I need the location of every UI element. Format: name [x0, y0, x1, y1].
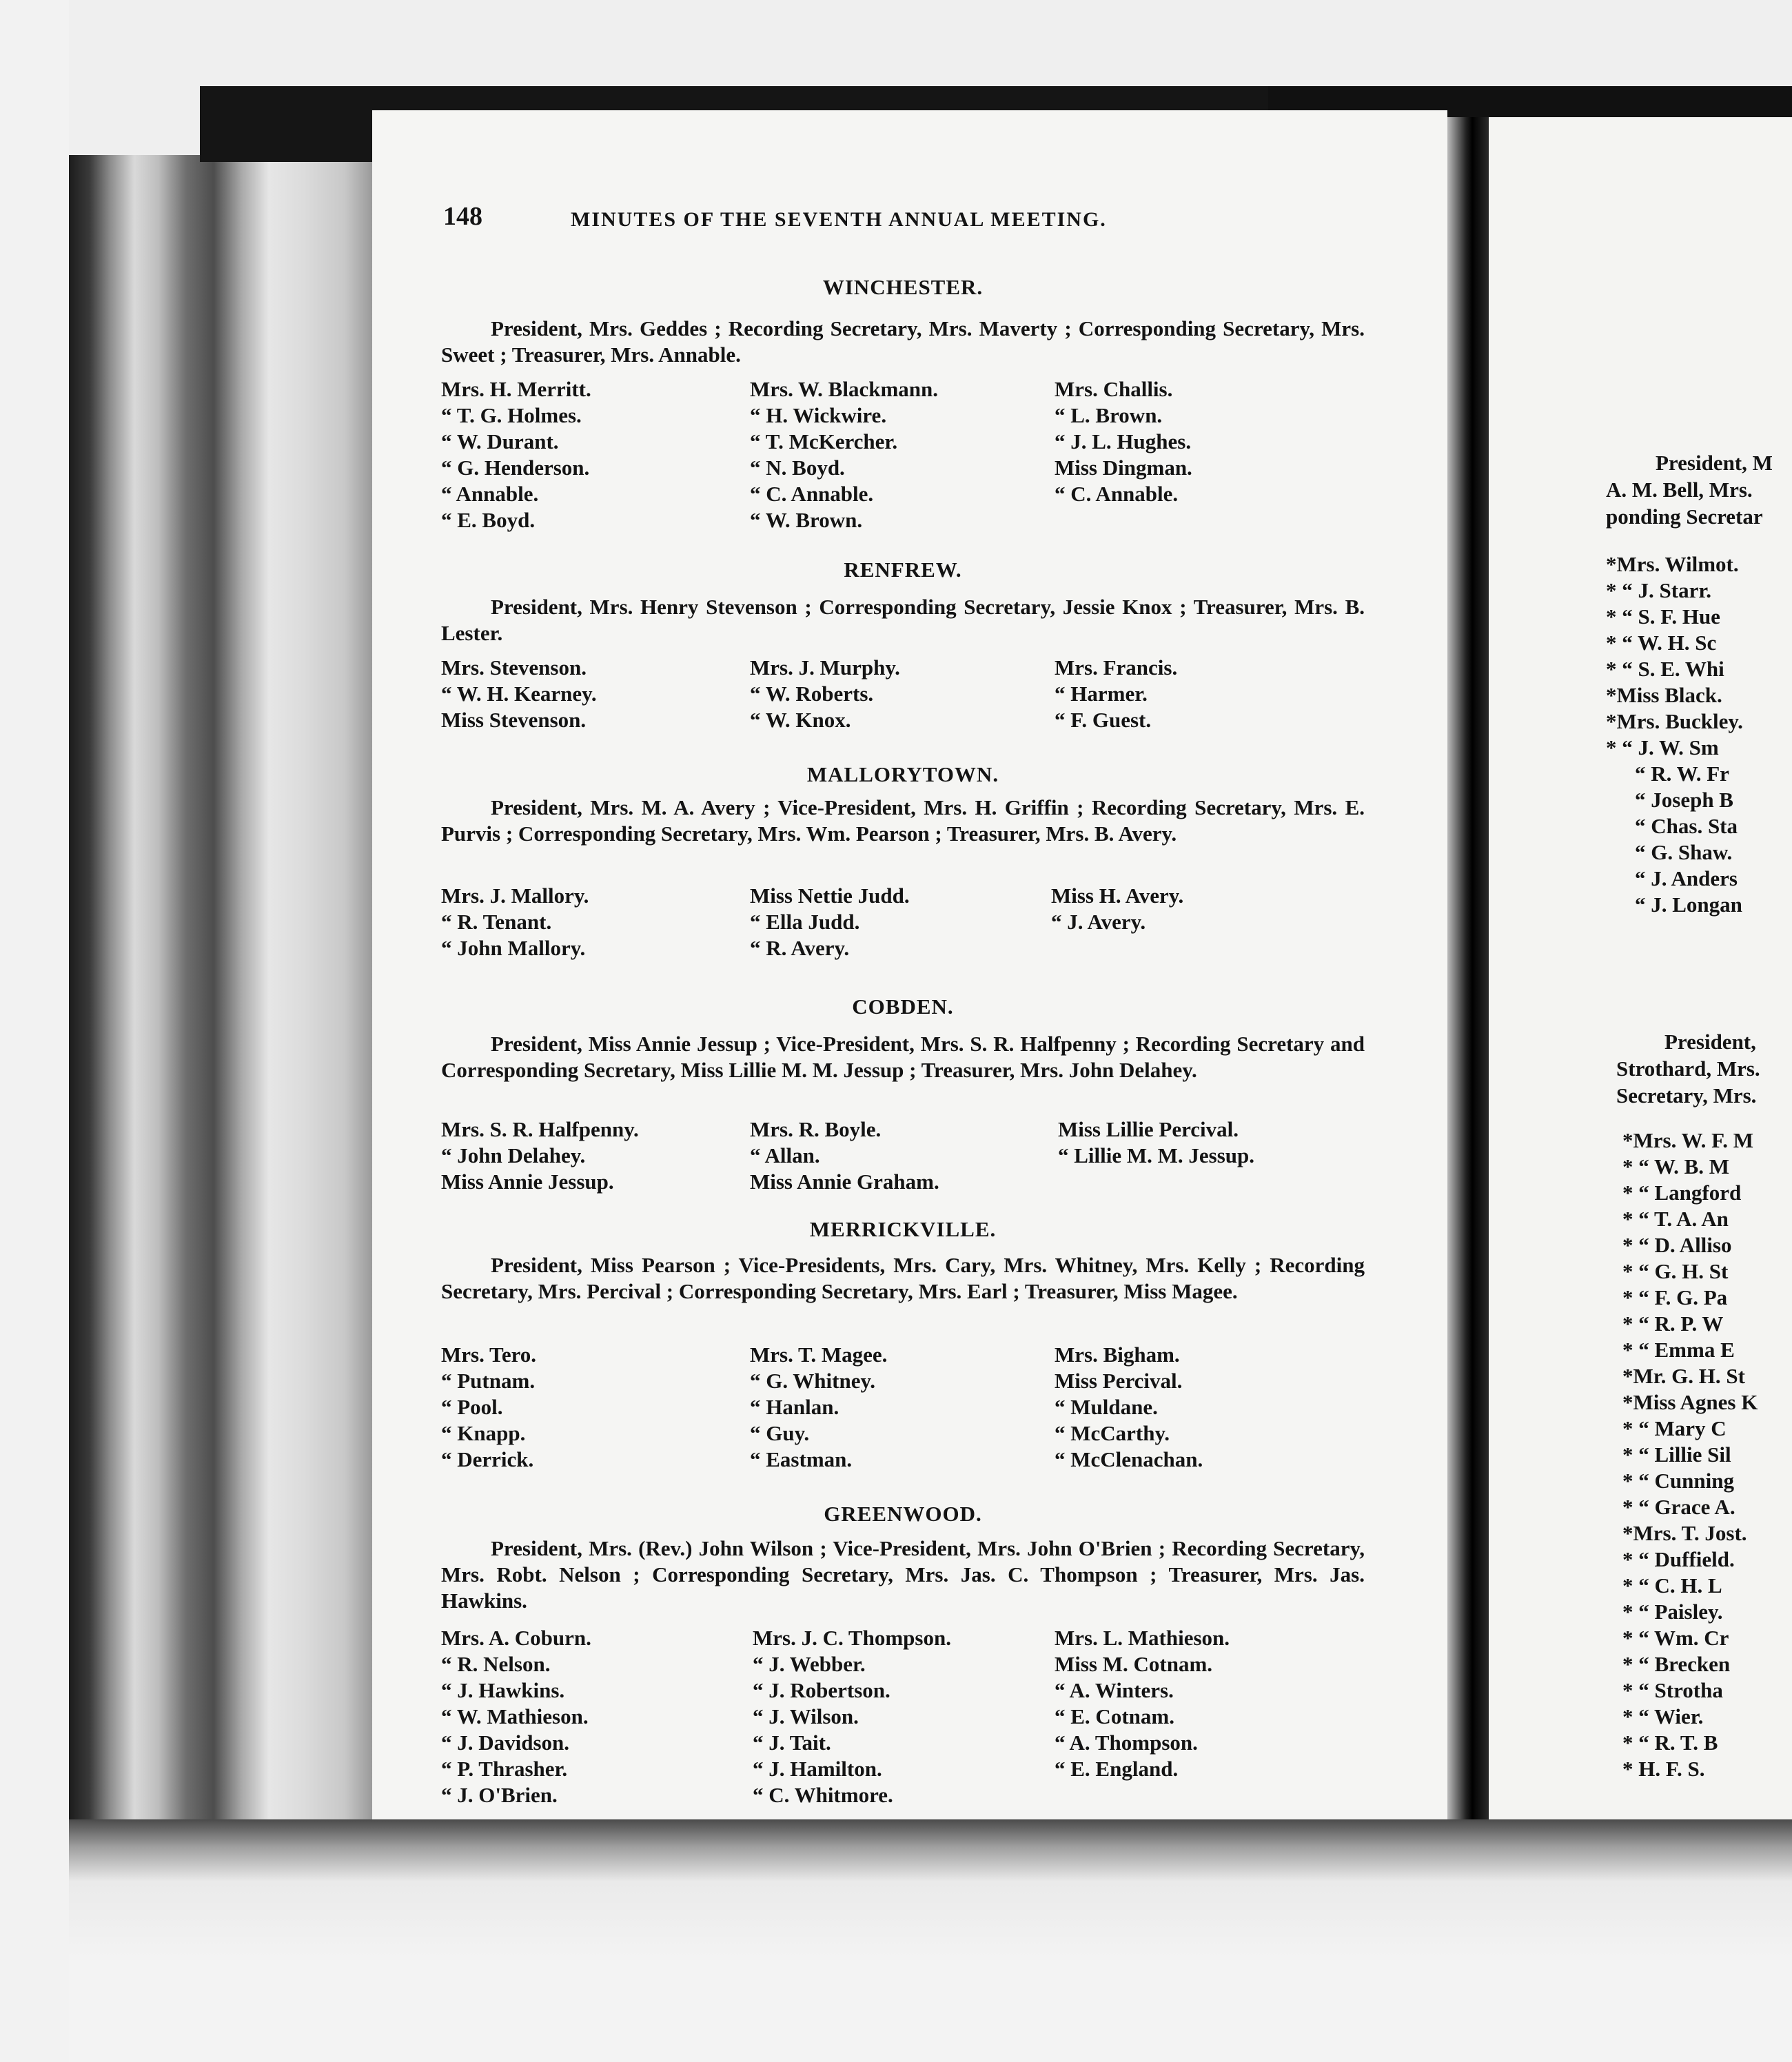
member-entry: Mrs. L. Mathieson.: [1055, 1626, 1230, 1650]
right-member-entry: *Mrs. W. F. M: [1622, 1128, 1754, 1152]
member-column-3: [1055, 1625, 1365, 1782]
member-entry: “ A. Thompson.: [1055, 1731, 1198, 1755]
officers-paragraph: President, Mrs. Geddes ; Recording Secretary, Mrs. Maverty ; Corresponding Secretary, Mrs. Sweet ; Treasurer, Mrs. Annable.: [441, 316, 1365, 367]
member-entry: Mrs. Tero.: [441, 1343, 537, 1367]
right-member-entry: “ J. Longan: [1635, 892, 1742, 917]
member-entry: Mrs. W. Blackmann.: [750, 377, 939, 401]
member-column-2: [750, 655, 1060, 733]
member-column-3: [1055, 1342, 1365, 1473]
right-member-entry: * “ T. A. An: [1622, 1207, 1729, 1231]
member-entry: “ Allan.: [750, 1143, 820, 1167]
member-entry: “ H. Wickwire.: [750, 403, 887, 427]
member-column-2: [750, 376, 1060, 533]
right-member-entry: “ Joseph B: [1635, 788, 1733, 812]
member-entry: “ C. Annable.: [750, 482, 874, 506]
member-entry: Mrs. Stevenson.: [441, 655, 587, 680]
member-entry: Mrs. S. R. Halfpenny.: [441, 1117, 639, 1141]
right-officers-line: Secretary, Mrs.: [1616, 1083, 1757, 1107]
officers-paragraph: President, Miss Pearson ; Vice-Presidents, Mrs. Cary, Mrs. Whitney, Mrs. Kelly ; Recording Secretary, Mrs. Percival ; Corresponding Secretary, Mrs. Earl ; Treasurer, Miss Magee.: [441, 1253, 1365, 1303]
member-entry: Miss M. Cotnam.: [1055, 1652, 1213, 1676]
member-entry: “ E. England.: [1055, 1757, 1179, 1781]
member-entry: “ Annable.: [441, 482, 539, 506]
member-column-1: [441, 1342, 751, 1473]
right-member-entry: *Mrs. Buckley.: [1606, 709, 1743, 733]
right-member-entry: “ Chas. Sta: [1635, 814, 1738, 838]
right-member-entry: * “ R. P. W: [1622, 1311, 1724, 1336]
right-member-entry: * “ Cunning: [1622, 1469, 1734, 1493]
member-entry: Mrs. A. Coburn.: [441, 1626, 591, 1650]
member-entry: “ John Mallory.: [441, 936, 586, 960]
member-entry: “ J. Webber.: [753, 1652, 866, 1676]
member-entry: “ L. Brown.: [1055, 403, 1163, 427]
member-column-1: [441, 1625, 751, 1808]
member-entry: Miss Dingman.: [1055, 456, 1192, 480]
member-entry: Miss Lillie Percival.: [1058, 1117, 1239, 1141]
member-entry: “ W. Durant.: [441, 429, 559, 453]
member-entry: “ G. Henderson.: [441, 456, 590, 480]
right-member-entry: * “ Mary C: [1622, 1416, 1727, 1440]
member-entry: “ John Delahey.: [441, 1143, 586, 1167]
member-entry: “ R. Tenant.: [441, 910, 552, 934]
member-column-3: [1055, 376, 1365, 507]
member-entry: “ R. Avery.: [750, 936, 850, 960]
right-member-entry: *Miss Agnes K: [1622, 1390, 1758, 1414]
organization-name: COBDEN.: [852, 994, 954, 1019]
right-member-entry: * “ Brecken: [1622, 1652, 1731, 1676]
member-entry: “ W. Brown.: [750, 508, 863, 532]
right-member-entry: * “ W. H. Sc: [1606, 631, 1717, 655]
member-entry: “ E. Boyd.: [441, 508, 536, 532]
right-member-entry: *Mrs. T. Jost.: [1622, 1521, 1747, 1545]
member-entry: “ J. Davidson.: [441, 1731, 570, 1755]
right-member-entry: “ R. W. Fr: [1635, 762, 1729, 786]
right-member-entry: * “ Wier.: [1622, 1704, 1704, 1728]
member-entry: “ C. Annable.: [1055, 482, 1179, 506]
member-entry: “ Derrick.: [441, 1447, 534, 1471]
right-member-entry: * “ C. H. L: [1622, 1573, 1722, 1597]
member-entry: Mrs. Bigham.: [1055, 1343, 1180, 1367]
member-entry: “ J. Avery.: [1051, 910, 1146, 934]
right-member-entry: * “ Paisley.: [1622, 1600, 1723, 1624]
page-bottom-shadow: [69, 1819, 1792, 2062]
member-entry: “ Muldane.: [1055, 1395, 1158, 1419]
right-member-entry: * “ Emma E: [1622, 1338, 1735, 1362]
running-head: MINUTES OF THE SEVENTH ANNUAL MEETING.: [571, 208, 1107, 231]
member-column-3: [1058, 1116, 1368, 1169]
member-entry: “ J. Robertson.: [753, 1678, 890, 1702]
member-entry: “ J. Wilson.: [753, 1704, 859, 1728]
officers-paragraph: President, Mrs. Henry Stevenson ; Corresponding Secretary, Jessie Knox ; Treasurer, Mrs. B. Lester.: [441, 595, 1365, 645]
member-entry: Mrs. R. Boyle.: [750, 1117, 882, 1141]
member-column-1: [441, 1116, 751, 1195]
right-member-entry: * “ S. E. Whi: [1606, 657, 1724, 681]
officers-paragraph: President, Mrs. (Rev.) John Wilson ; Vice-President, Mrs. John O'Brien ; Recording Secretary, Mrs. Robt. Nelson ; Corresponding Secretary, Mrs. Jas. C. Thompson ; Treasurer, Mrs. Jas. Hawkins.: [441, 1536, 1365, 1613]
right-member-entry: * “ D. Alliso: [1622, 1233, 1732, 1257]
book-gutter: [1447, 117, 1489, 1826]
right-member-entry: * “ J. Starr.: [1606, 578, 1711, 602]
right-officers-line: President, M: [1656, 451, 1773, 475]
right-member-entry: * “ G. H. St: [1622, 1259, 1729, 1283]
right-member-entry: * “ Strotha: [1622, 1678, 1723, 1702]
member-entry: Miss Annie Jessup.: [441, 1170, 614, 1194]
member-entry: Miss H. Avery.: [1051, 884, 1184, 908]
right-officers-line: ponding Secretar: [1606, 504, 1763, 529]
member-column-2: [750, 1116, 1060, 1195]
member-entry: “ R. Nelson.: [441, 1652, 551, 1676]
member-entry: “ P. Thrasher.: [441, 1757, 568, 1781]
member-entry: “ Hanlan.: [750, 1395, 839, 1419]
member-entry: “ Knapp.: [441, 1421, 526, 1445]
member-entry: Mrs. J. C. Thompson.: [753, 1626, 951, 1650]
officers-paragraph: President, Miss Annie Jessup ; Vice-President, Mrs. S. R. Halfpenny ; Recording Secretary and Corresponding Secretary, Miss Lillie M. M. Jessup ; Treasurer, Mrs. John Delahey.: [441, 1032, 1365, 1082]
right-officers-line: A. M. Bell, Mrs.: [1606, 478, 1753, 502]
right-officers-line: President,: [1664, 1030, 1756, 1054]
page-number: 148: [443, 202, 482, 231]
member-entry: Mrs. T. Magee.: [750, 1343, 888, 1367]
member-entry: “ T. G. Holmes.: [441, 403, 582, 427]
member-entry: “ W. H. Kearney.: [441, 682, 597, 706]
member-column-2: [750, 1342, 1060, 1473]
member-entry: “ J. Hamilton.: [753, 1757, 882, 1781]
member-entry: “ T. McKercher.: [750, 429, 898, 453]
member-entry: “ McClenachan.: [1055, 1447, 1203, 1471]
member-entry: “ McCarthy.: [1055, 1421, 1170, 1445]
member-column-2: [750, 883, 1060, 961]
member-entry: “ C. Whitmore.: [753, 1783, 893, 1807]
member-entry: “ J. O'Brien.: [441, 1783, 558, 1807]
right-member-entry: * “ Grace A.: [1622, 1495, 1735, 1519]
member-entry: Mrs. Francis.: [1055, 655, 1178, 680]
member-entry: Mrs. J. Mallory.: [441, 884, 589, 908]
member-entry: “ Putnam.: [441, 1369, 536, 1393]
member-entry: Mrs. Challis.: [1055, 377, 1173, 401]
right-member-entry: * “ Lillie Sil: [1622, 1442, 1731, 1467]
member-entry: “ E. Cotnam.: [1055, 1704, 1174, 1728]
right-officers-line: Strothard, Mrs.: [1616, 1056, 1760, 1081]
right-member-entry: *Mrs. Wilmot.: [1606, 552, 1739, 576]
member-entry: “ Harmer.: [1055, 682, 1148, 706]
member-column-2: [753, 1625, 1063, 1808]
member-entry: “ J. Tait.: [753, 1731, 831, 1755]
right-member-list-2: [1622, 1127, 1792, 1782]
member-entry: Miss Percival.: [1055, 1369, 1183, 1393]
organization-name: MERRICKVILLE.: [809, 1217, 997, 1241]
member-entry: “ J. L. Hughes.: [1055, 429, 1192, 453]
right-member-entry: *Mr. G. H. St: [1622, 1364, 1745, 1388]
right-member-entry: * “ F. G. Pa: [1622, 1285, 1728, 1309]
member-entry: Miss Annie Graham.: [750, 1170, 939, 1194]
right-member-entry: * “ J. W. Sm: [1606, 735, 1719, 759]
member-column-3: [1055, 655, 1365, 733]
right-member-entry: * “ W. B. M: [1622, 1154, 1730, 1178]
right-member-entry: * “ S. F. Hue: [1606, 604, 1720, 629]
organization-name: RENFREW.: [844, 558, 962, 582]
right-member-entry: * “ R. T. B: [1622, 1731, 1718, 1755]
member-column-1: [441, 883, 751, 961]
officers-paragraph: President, Mrs. M. A. Avery ; Vice-President, Mrs. H. Griffin ; Recording Secretary, Mrs. E. Purvis ; Corresponding Secretary, Mrs. Wm. Pearson ; Treasurer, Mrs. B. Avery.: [441, 795, 1365, 846]
right-member-entry: “ G. Shaw.: [1635, 840, 1733, 864]
member-entry: “ Ella Judd.: [750, 910, 860, 934]
organization-name: WINCHESTER.: [822, 275, 984, 299]
right-member-entry: * H. F. S.: [1622, 1757, 1705, 1781]
right-member-entry: * “ Langford: [1622, 1181, 1742, 1205]
member-entry: “ G. Whitney.: [750, 1369, 876, 1393]
right-member-entry: *Miss Black.: [1606, 683, 1722, 707]
member-entry: “ N. Boyd.: [750, 456, 845, 480]
member-column-1: [441, 655, 751, 733]
member-entry: “ J. Hawkins.: [441, 1678, 565, 1702]
member-entry: “ Lillie M. M. Jessup.: [1058, 1143, 1255, 1167]
right-member-list-1: [1606, 551, 1792, 918]
member-entry: “ A. Winters.: [1055, 1678, 1174, 1702]
right-member-entry: * “ Duffield.: [1622, 1547, 1735, 1571]
scan-margin: [0, 0, 69, 2062]
member-entry: “ W. Mathieson.: [441, 1704, 589, 1728]
member-entry: “ Eastman.: [750, 1447, 853, 1471]
member-entry: “ W. Knox.: [750, 708, 851, 732]
member-entry: “ F. Guest.: [1055, 708, 1152, 732]
member-column-3: [1051, 883, 1361, 935]
member-entry: “ Pool.: [441, 1395, 503, 1419]
member-entry: “ W. Roberts.: [750, 682, 874, 706]
member-entry: Miss Nettie Judd.: [750, 884, 910, 908]
organization-name: MALLORYTOWN.: [806, 762, 999, 786]
member-entry: Mrs. H. Merritt.: [441, 377, 591, 401]
member-column-1: [441, 376, 751, 533]
member-entry: Miss Stevenson.: [441, 708, 587, 732]
member-entry: “ Guy.: [750, 1421, 810, 1445]
right-member-entry: “ J. Anders: [1635, 866, 1738, 890]
book-page-edges: [69, 155, 372, 1826]
right-member-entry: * “ Wm. Cr: [1622, 1626, 1729, 1650]
member-entry: Mrs. J. Murphy.: [750, 655, 900, 680]
organization-name: GREENWOOD.: [824, 1502, 982, 1526]
